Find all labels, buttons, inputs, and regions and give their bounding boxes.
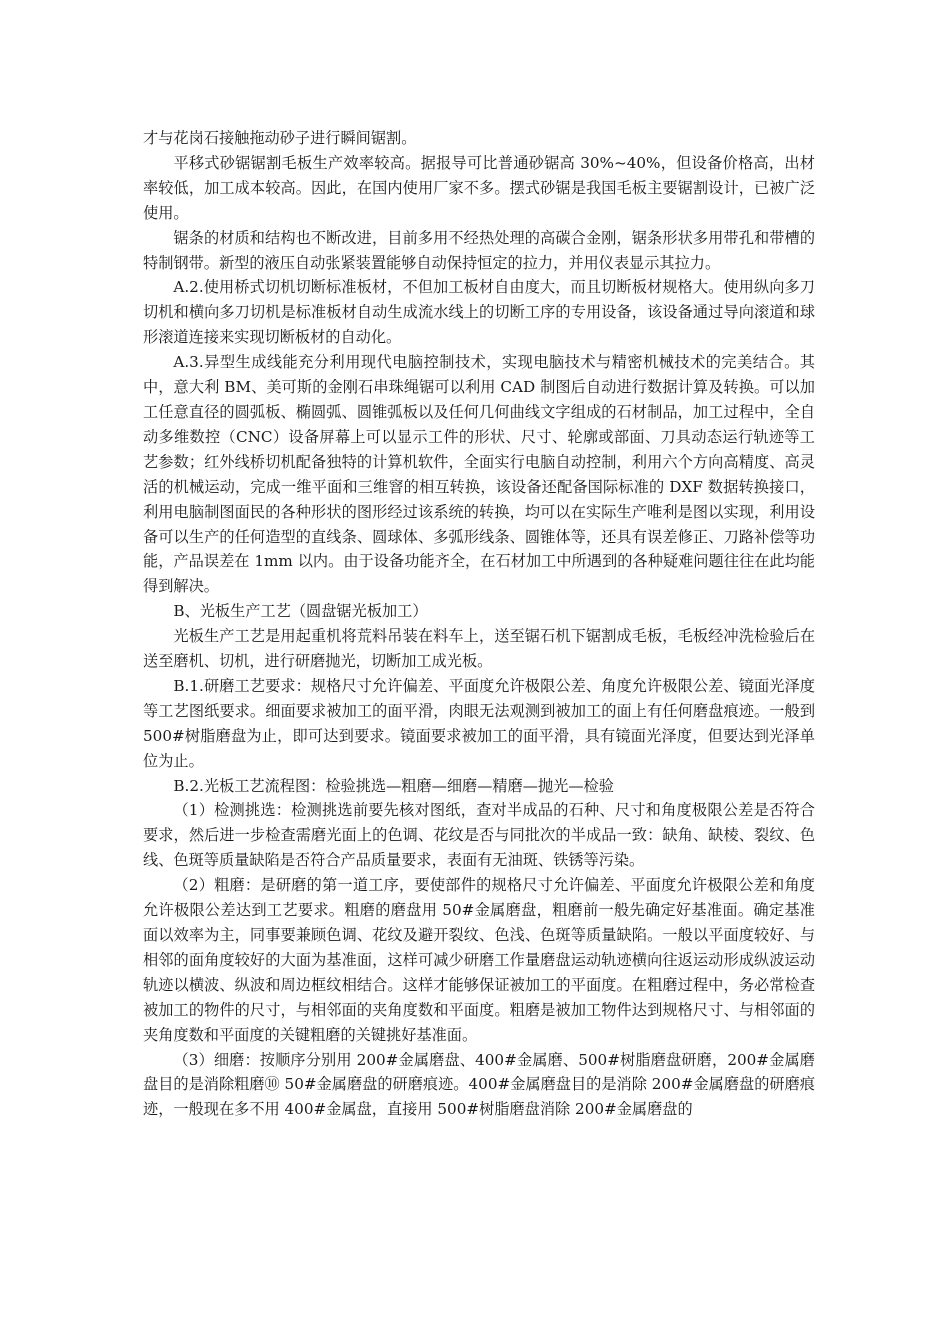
paragraph: B.2.光板工艺流程图：检验挑选—粗磨—细磨—精磨—抛光—检验	[173, 776, 614, 795]
list-item: （2）粗磨：是研磨的第一道工序，要使部件的规格尺寸允许偏差、平面度允许极限公差和角度允许极限公差达到工艺要求。粗磨的磨盘用 50#金属磨盘，粗磨前一般先确定好基准面。确定基准面以效率为主，同事要兼顾色调、花纹及避开裂纹、色浅、色斑等质量缺陷。一般以平面度较好、与相邻的面角度较好的大面为基准面，这样可减少研磨工作量磨盘运动轨迹横向往返运动形成纵波运动轨迹以横波、纵波和周边框纹相结合。这样才能够保证被加工的平面度。在粗磨过程中，务必常检查被加工的物件的尺寸，与相邻面的夹角度数和平面度。粗磨是被加工物件达到规格尺寸、与相邻面的夹角度数和平面度的关键粗磨的关键挑好基准面。	[143, 876, 815, 1044]
paragraph: 平移式砂锯锯割毛板生产效率较高。据报导可比普通砂锯高 30%~40%，但设备价格高，出材率较低，加工成本较高。因此，在国内使用厂家不多。摆式砂锯是我国毛板主要锯割设计，已被广泛使用。	[143, 153, 815, 222]
paragraph: A.3.异型生成线能充分利用现代电脑控制技术，实现电脑技术与精密机械技术的完美结合。其中，意大利 BM、美可斯的金刚石串珠绳锯可以利用 CAD 制图后自动进行数据计算及转换。可以加工任意直径的圆弧板、椭圆弧、圆锥弧板以及任何几何曲线文字组成的石材制品，加工过程中，全自动多维数控（CNC）设备屏幕上可以显示工件的形状、尺寸、轮廓或部面、刀具动态运行轨迹等工艺参数；红外线桥切机配备独特的计算机软件，全面实行电脑自动控制，利用六个方向高精度、高灵活的机械运动，完成一维平面和三维窨的相互转换，该设备还配备国际标准的 DXF 数据转换接口，利用电脑制图面民的各种形状的图形经过该系统的转换，均可以在实际生产唯利是图以实现，利用设备可以生产的任何造型的直线条、圆球体、多弧形线条、圆锥体等，还具有误差修正、刀路补偿等功能，产品误差在 1mm 以内。由于设备功能齐全，在石材加工中所遇到的各种疑难问题往往在此均能得到解决。	[143, 353, 815, 596]
list-item: （1）检测挑选：检测挑选前要先核对图纸，查对半成品的石种、尺寸和角度极限公差是否符合要求，然后进一步检查需磨光面上的色调、花纹是否与同批次的半成品一致：缺角、缺棱、裂纹、色线、色斑等质量缺陷是否符合产品质量要求，表面有无油斑、铁锈等污染。	[143, 801, 815, 870]
list-item: （3）细磨：按顺序分别用 200#金属磨盘、400#金属磨、500#树脂磨盘研磨，200#金属磨盘目的是消除粗磨⑩ 50#金属磨盘的研磨痕迹。400#金属磨盘目的是消除 200#金属磨盘的研磨痕迹，一般现在多不用 400#金属盘，直接用 500#树脂磨盘消除 200#金属磨盘的	[143, 1050, 815, 1119]
section-heading: B、光板生产工艺（圆盘锯光板加工）	[173, 602, 428, 621]
paragraph: A.2.使用桥式切机切断标准板材，不但加工板材自由度大，而且切断板材规格大。使用纵向多刀切机和横向多刀切机是标准板材自动生成流水线上的切断工序的专用设备，该设备通过导向滚道和球形滚道连接来实现切断板材的自动化。	[143, 278, 815, 347]
paragraph: 锯条的材质和结构也不断改进，目前多用不经热处理的高碳合金刚，锯条形状多用带孔和带槽的特制钢带。新型的液压自动张紧装置能够自动保持恒定的拉力，并用仪表显示其拉力。	[143, 228, 815, 272]
paragraph: 才与花岗石接触拖动砂子进行瞬间锯割。	[143, 129, 417, 147]
paragraph: 光板生产工艺是用起重机将荒料吊装在料车上，送至锯石机下锯割成毛板，毛板经冲洗检验后在送至磨机、切机，进行研磨抛光，切断加工成光板。	[143, 627, 815, 671]
paragraph: B.1.研磨工艺要求：规格尺寸允许偏差、平面度允许极限公差、角度允许极限公差、镜面光泽度等工艺图纸要求。细面要求被加工的面平滑，肉眼无法观测到被加工的面上有任何磨盘痕迹。一般到 500#树脂磨盘为止，即可达到要求。镜面要求被加工的面平滑，具有镜面光泽度，但要达到光泽单位为止。	[143, 676, 815, 770]
document-body	[143, 126, 815, 1122]
